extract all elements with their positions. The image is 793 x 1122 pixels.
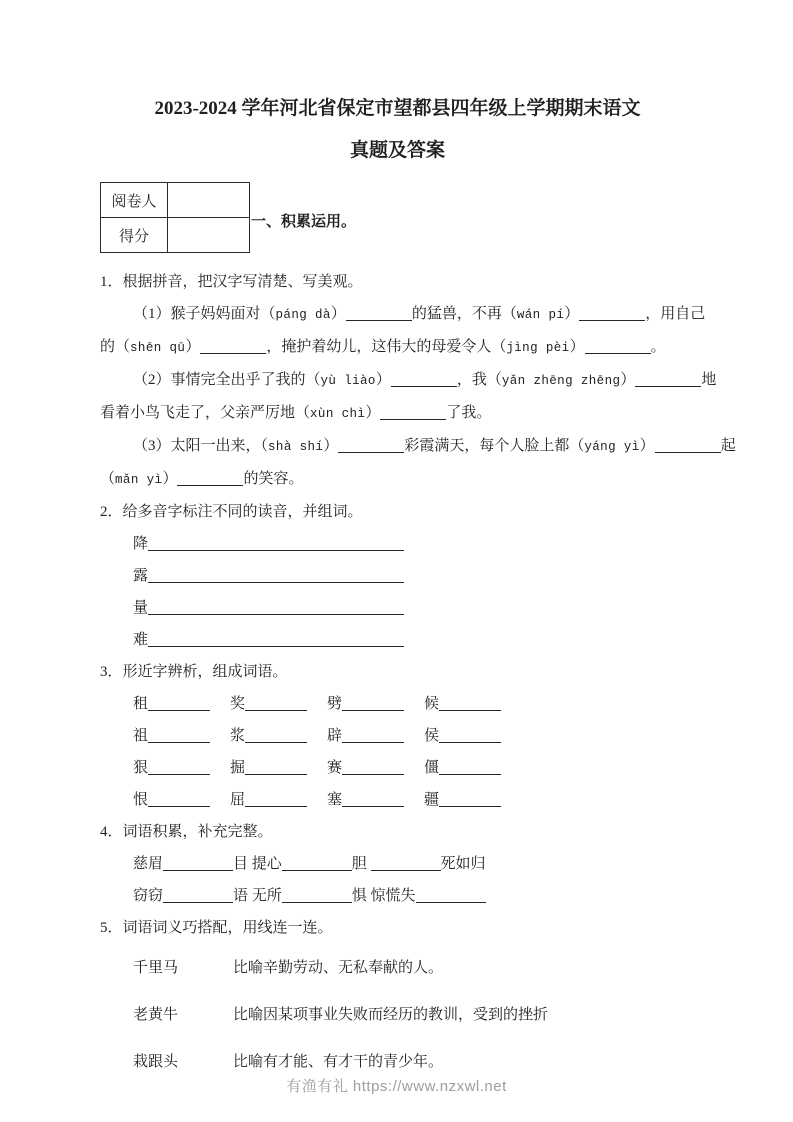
answer-blank	[200, 339, 266, 354]
confusable-char: 僵	[424, 760, 440, 776]
question-stem: 4．词语积累，补充完整。	[100, 824, 273, 840]
title-line-2: 真题及答案	[349, 140, 445, 161]
line-text: ）	[185, 339, 201, 355]
grader-value-cell	[168, 183, 250, 218]
question-2	[100, 496, 695, 656]
confusable-cell	[424, 752, 521, 784]
line-text: 。	[650, 339, 666, 355]
line-text: 胆	[351, 856, 371, 872]
confusable-cell	[133, 752, 230, 784]
answer-blank	[439, 792, 501, 807]
line-text: 死如归	[440, 856, 486, 872]
question-stem: 3．形近字辨析，组成词语。	[100, 664, 288, 680]
answer-blank	[585, 339, 651, 354]
line-text: 看着小鸟飞走了，父亲严厉地（	[100, 405, 311, 421]
match-term: 千里马	[133, 960, 179, 976]
match-row	[100, 952, 695, 984]
answer-blank	[635, 372, 701, 387]
line-text: ，用自己	[645, 306, 706, 322]
fill-blank-line	[100, 463, 695, 496]
confusable-row	[100, 752, 695, 784]
confusable-char: 祖	[133, 728, 149, 744]
confusable-cell	[133, 688, 230, 720]
title-line-1: 2023-2024 学年河北省保定市望都县四年级上学期期末语文	[154, 98, 641, 119]
question-3	[100, 656, 695, 816]
confusable-char: 狠	[133, 760, 149, 776]
confusable-char: 掘	[230, 760, 246, 776]
question-stem: 2．给多音字标注不同的读音，并组词。	[100, 504, 363, 520]
question-4	[100, 816, 695, 912]
answer-blank	[163, 888, 233, 903]
match-row	[100, 1046, 695, 1078]
table-row	[101, 183, 250, 218]
answer-blank	[282, 856, 352, 871]
line-text: ）	[330, 306, 346, 322]
confusable-char: 奖	[230, 696, 246, 712]
table-row	[101, 218, 250, 253]
answer-blank	[177, 471, 243, 486]
fill-blank-line	[100, 364, 717, 397]
match-row	[100, 999, 695, 1031]
fill-blank-line	[100, 298, 706, 331]
line-text: 地	[701, 372, 717, 388]
pinyin-hint: mǎn yì	[115, 473, 163, 487]
answer-blank	[439, 760, 501, 775]
line-text: 窃窃	[133, 888, 164, 904]
line-text: ）	[323, 438, 339, 454]
confusable-char: 恨	[133, 792, 149, 808]
line-text: ，我（	[456, 372, 502, 388]
answer-blank	[439, 728, 501, 743]
match-definition: 比喻辛勤劳动、无私奉献的人。	[233, 960, 444, 976]
answer-blank	[148, 600, 404, 615]
footer-watermark[interactable]: 有渔有礼 https://www.nzxwl.net	[286, 1078, 507, 1095]
fill-blank-line	[100, 331, 695, 364]
pinyin-hint: shà shí	[268, 440, 324, 454]
answer-blank	[371, 856, 441, 871]
pinyin-hint: jìng pèi	[506, 341, 570, 355]
answer-blank	[163, 856, 233, 871]
score-label: 得分	[101, 218, 168, 253]
line-text: （3）太阳一出来，（	[133, 438, 269, 454]
answer-blank	[380, 405, 446, 420]
line-text: 了我。	[446, 405, 492, 421]
answer-blank	[439, 696, 501, 711]
polyphone-char: 量	[133, 600, 149, 616]
confusable-char: 屈	[230, 792, 246, 808]
line-text: ）	[620, 372, 636, 388]
answer-blank	[346, 306, 412, 321]
answer-blank	[148, 696, 210, 711]
pinyin-hint: shēn qū	[130, 341, 186, 355]
answer-blank	[338, 438, 404, 453]
line-text: 的（	[100, 339, 131, 355]
fill-blank-line	[100, 397, 695, 430]
answer-blank	[245, 792, 307, 807]
confusable-char: 劈	[327, 696, 343, 712]
line-text: ）	[162, 471, 178, 487]
confusable-cell	[133, 784, 230, 816]
confusable-cell	[424, 784, 521, 816]
polyphone-row	[100, 624, 695, 656]
confusable-row	[100, 720, 695, 752]
fill-blank-line	[100, 880, 695, 912]
question-1	[100, 266, 736, 496]
score-table	[100, 182, 250, 253]
answer-blank	[282, 888, 352, 903]
line-text: （	[100, 471, 116, 487]
confusable-char: 侯	[424, 728, 440, 744]
match-definition: 比喻因某项事业失败而经历的教训，受到的挫折	[233, 1007, 549, 1023]
pinyin-hint: yǎn zhēng zhēng	[501, 374, 621, 388]
polyphone-row	[100, 560, 695, 592]
line-text: 的笑容。	[243, 471, 304, 487]
line-text: ）	[375, 372, 391, 388]
page-title	[100, 88, 695, 172]
confusable-cell	[230, 688, 327, 720]
pinyin-hint: xùn chì	[310, 407, 366, 421]
line-text: 语 无所	[233, 888, 282, 904]
confusable-cell	[327, 688, 424, 720]
confusable-cell	[424, 688, 521, 720]
question-5	[100, 912, 695, 1078]
confusable-cell	[133, 720, 230, 752]
fill-blank-line	[100, 430, 736, 463]
match-definition: 比喻有才能、有才干的青少年。	[233, 1054, 444, 1070]
line-text: ）	[564, 306, 580, 322]
line-text: ）	[569, 339, 585, 355]
confusable-cell	[424, 720, 521, 752]
confusable-char: 疆	[424, 792, 440, 808]
answer-blank	[148, 536, 404, 551]
section-heading: 一、积累运用。	[251, 214, 357, 230]
line-text: 起	[720, 438, 736, 454]
confusable-char: 辟	[327, 728, 343, 744]
line-text: 慈眉	[133, 856, 164, 872]
pinyin-hint: yáng yì	[584, 440, 640, 454]
polyphone-row	[100, 592, 695, 624]
confusable-char: 塞	[327, 792, 343, 808]
line-text: 的猛兽，不再（	[411, 306, 517, 322]
answer-blank	[245, 728, 307, 743]
confusable-char: 浆	[230, 728, 246, 744]
confusable-char: 租	[133, 696, 149, 712]
pinyin-hint: yù liào	[320, 374, 376, 388]
confusable-cell	[230, 752, 327, 784]
confusable-row	[100, 784, 695, 816]
line-text: ，掩护着幼儿，这伟大的母爱令人（	[266, 339, 507, 355]
answer-blank	[342, 728, 404, 743]
answer-blank	[342, 696, 404, 711]
answer-blank	[245, 696, 307, 711]
line-text: 惧 惊慌失	[351, 888, 416, 904]
confusable-char: 候	[424, 696, 440, 712]
question-stem: 1．根据拼音，把汉字写清楚、写美观。	[100, 274, 363, 290]
polyphone-char: 降	[133, 536, 149, 552]
answer-blank	[148, 568, 404, 583]
match-term: 老黄牛	[133, 1007, 179, 1023]
confusable-row	[100, 688, 695, 720]
polyphone-row	[100, 528, 695, 560]
line-text: 目 提心	[233, 856, 282, 872]
confusable-cell	[230, 784, 327, 816]
answer-blank	[245, 760, 307, 775]
polyphone-char: 难	[133, 632, 149, 648]
answer-blank	[148, 728, 210, 743]
confusable-cell	[327, 720, 424, 752]
match-term: 栽跟头	[133, 1054, 179, 1070]
answer-blank	[579, 306, 645, 321]
answer-blank	[342, 792, 404, 807]
confusable-cell	[327, 752, 424, 784]
answer-blank	[148, 632, 404, 647]
line-text: ）	[365, 405, 381, 421]
pinyin-hint: wán pí	[516, 308, 565, 322]
confusable-char: 赛	[327, 760, 343, 776]
line-text: （2）事情完全出乎了我的（	[133, 372, 321, 388]
pinyin-hint: páng dà	[275, 308, 331, 322]
line-text: （1）猴子妈妈面对（	[133, 306, 276, 322]
confusable-cell	[230, 720, 327, 752]
score-value-cell	[168, 218, 250, 253]
confusable-cell	[327, 784, 424, 816]
line-text: ）	[639, 438, 655, 454]
answer-blank	[148, 760, 210, 775]
answer-blank	[391, 372, 457, 387]
polyphone-char: 露	[133, 568, 149, 584]
answer-blank	[342, 760, 404, 775]
grader-score-block	[100, 182, 695, 253]
line-text: 彩霞满天，每个人脸上都（	[404, 438, 585, 454]
answer-blank	[148, 792, 210, 807]
grader-label: 阅卷人	[101, 183, 168, 218]
answer-blank	[416, 888, 486, 903]
answer-blank	[655, 438, 721, 453]
question-stem: 5．词语词义巧搭配，用线连一连。	[100, 920, 333, 936]
fill-blank-line	[100, 848, 695, 880]
